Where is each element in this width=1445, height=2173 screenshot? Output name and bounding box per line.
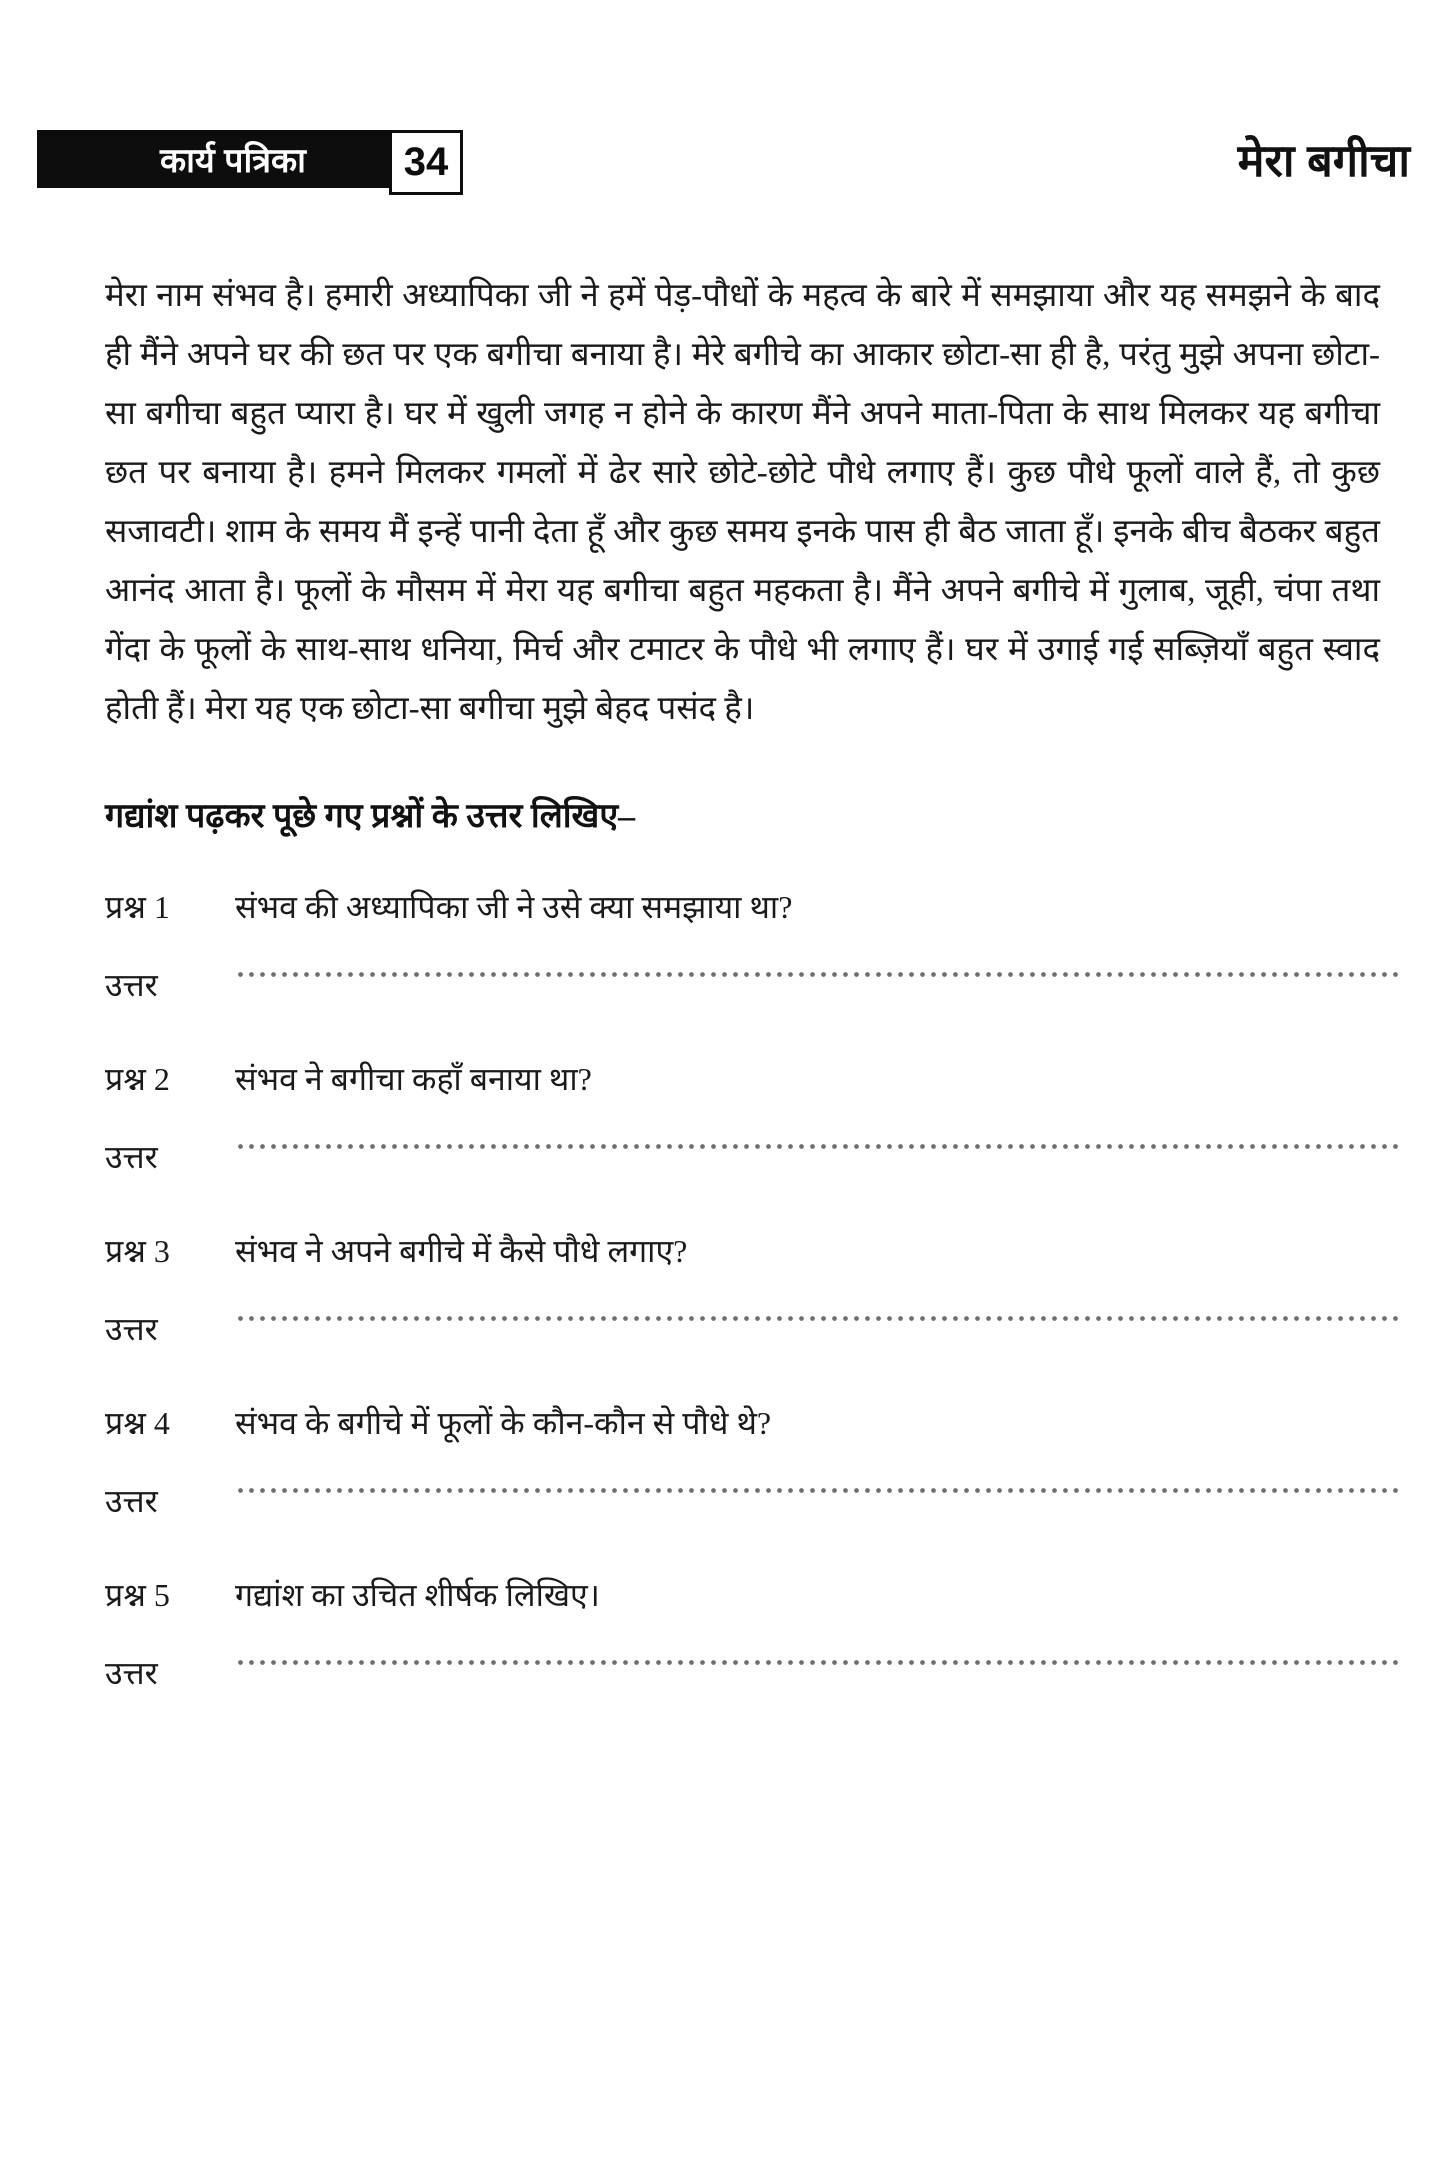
question-label — [105, 1571, 235, 1619]
question-row-3 — [105, 1227, 1400, 1275]
passage-text: मेरा नाम संभव है। हमारी अध्यापिका जी ने हमें पेड़-पौधों के महत्व के बारे में समझाया और यह समझने के बाद ही मैंने अपने घर की छत पर एक बगीचा बनाया है। मेरे बगीचे का आकार छोटा-सा ही है, परंतु मुझे अपना छोटा-सा बगीचा बहुत प्यारा है। घर में खुली जगह न होने के कारण मैंने अपने माता-पिता के साथ मिलकर यह बगीचा छत पर बनाया है। हमने मिलकर गमलों में ढेर सारे छोटे-छोटे पौधे लगाए हैं। कुछ पौधे फूलों वाले हैं, तो कुछ सजावटी। शाम के समय मैं इन्हें पानी देता हूँ और कुछ समय इनके पास ही बैठ जाता हूँ। इनके बीच बैठकर बहुत आनंद आता है। फूलों के मौसम में मेरा यह बगीचा बहुत महकता है। मैंने अपने बगीचे में गुलाब, जूही, चंपा तथा गेंदा के फूलों के साथ-साथ धनिया, मिर्च और टमाटर के पौधे भी लगाए हैं। घर में उगाई गई सब्ज़ियाँ बहुत स्वाद होती हैं। मेरा यह एक छोटा-सा बगीचा मुझे बेहद पसंद है। — [105, 278, 1380, 727]
answer-row-5 — [105, 1649, 1400, 1697]
question-word: प्रश्न — [105, 1061, 146, 1097]
page-header — [37, 130, 1410, 195]
answer-line — [235, 1487, 1400, 1494]
question-label — [105, 1227, 235, 1275]
question-label — [105, 1055, 235, 1103]
answer-line — [235, 971, 1400, 978]
question-text: गद्यांश का उचित शीर्षक लिखिए। — [235, 1577, 600, 1613]
question-word: प्रश्न — [105, 889, 146, 925]
question-text: संभव की अध्यापिका जी ने उसे क्या समझाया था? — [235, 889, 793, 925]
question-row-1 — [105, 883, 1400, 931]
question-word: प्रश्न — [105, 1405, 146, 1441]
question-row-5 — [105, 1571, 1400, 1619]
question-label — [105, 1399, 235, 1447]
question-text: संभव के बगीचे में फूलों के कौन-कौन से पौधे थे? — [235, 1405, 772, 1441]
worksheet-label: कार्य पत्रिका — [160, 142, 306, 180]
worksheet-tag — [37, 130, 463, 195]
answer-row-4 — [105, 1477, 1400, 1525]
answer-line — [235, 1659, 1400, 1666]
answer-line — [235, 1143, 1400, 1150]
page-title: मेरा बगीचा — [1237, 135, 1410, 186]
question-text: संभव ने बगीचा कहाँ बनाया था? — [235, 1061, 592, 1097]
question-word: प्रश्न — [105, 1577, 146, 1613]
answer-row-1 — [105, 961, 1400, 1009]
question-row-4 — [105, 1399, 1400, 1447]
answer-row-3 — [105, 1305, 1400, 1353]
worksheet-number-badge — [389, 130, 463, 195]
question-number: 3 — [153, 1233, 170, 1269]
answer-label: उत्तर — [105, 1655, 158, 1691]
worksheet-label-bar — [37, 130, 389, 188]
answer-line — [235, 1315, 1400, 1322]
question-number: 5 — [153, 1577, 170, 1613]
answer-label: उत्तर — [105, 1483, 158, 1519]
question-number: 1 — [153, 889, 170, 925]
worksheet-number: 34 — [403, 140, 449, 184]
answer-row-2 — [105, 1133, 1400, 1181]
instruction-heading: गद्यांश पढ़कर पूछे गए प्रश्नों के उत्तर लिखिए– — [105, 798, 636, 835]
question-text: संभव ने अपने बगीचे में कैसे पौधे लगाए? — [235, 1233, 688, 1269]
question-number: 4 — [153, 1405, 170, 1441]
question-label — [105, 883, 235, 931]
question-number: 2 — [153, 1061, 170, 1097]
question-row-2 — [105, 1055, 1400, 1103]
answer-label: उत्तर — [105, 1311, 158, 1347]
answer-label: उत्तर — [105, 967, 158, 1003]
question-word: प्रश्न — [105, 1233, 146, 1269]
answer-label: उत्तर — [105, 1139, 158, 1175]
